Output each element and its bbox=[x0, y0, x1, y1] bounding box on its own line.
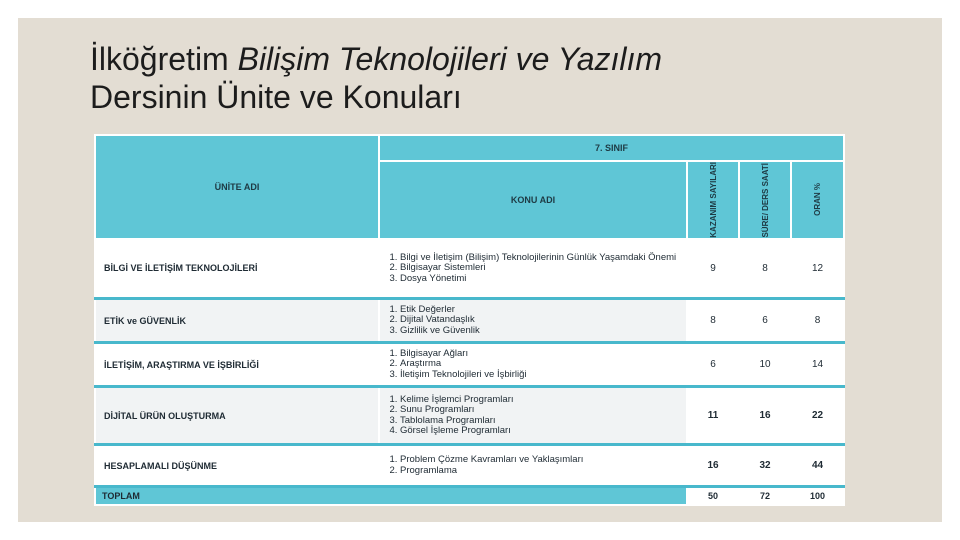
header-oran: ORAN % bbox=[791, 161, 844, 239]
total-oran: 100 bbox=[791, 487, 844, 505]
total-sure: 72 bbox=[739, 487, 791, 505]
header-grade: 7. SINIF bbox=[379, 135, 844, 161]
header-unit: ÜNİTE ADI bbox=[95, 135, 379, 239]
header-topic: KONU ADI bbox=[379, 161, 687, 239]
sure-value: 6 bbox=[739, 299, 791, 343]
kazanim-value: 16 bbox=[687, 445, 739, 487]
table-row bbox=[95, 445, 844, 487]
total-label: TOPLAM bbox=[95, 487, 687, 505]
curriculum-table-image bbox=[94, 134, 845, 501]
oran-value: 44 bbox=[791, 445, 844, 487]
topic-list: 1. Etik Değerler 2. Dijital Vatandaşlık 3. Gizlilik ve Güvenlik bbox=[379, 299, 687, 343]
unit-name: ETİK ve GÜVENLİK bbox=[95, 299, 379, 343]
topic-list: 1. Bilgi ve İletişim (Bilişim) Teknolojilerinin Günlük Yaşamdaki Önemi 2. Bilgisayar Sistemleri 3. Dosya Yönetimi bbox=[379, 239, 687, 299]
oran-value: 8 bbox=[791, 299, 844, 343]
unit-name: DİJİTAL ÜRÜN OLUŞTURMA bbox=[95, 387, 379, 445]
oran-value: 22 bbox=[791, 387, 844, 445]
topic-list: 1. Bilgisayar Ağları 2. Araştırma 3. İletişim Teknolojileri ve İşbirliği bbox=[379, 343, 687, 387]
title-line1-plain: İlköğretim bbox=[90, 41, 238, 77]
curriculum-table bbox=[94, 134, 845, 506]
header-sure: SÜRE/ DERS SAATİ bbox=[739, 161, 791, 239]
kazanim-value: 8 bbox=[687, 299, 739, 343]
kazanim-value: 11 bbox=[687, 387, 739, 445]
slide bbox=[18, 18, 942, 522]
sure-value: 32 bbox=[739, 445, 791, 487]
unit-name: İLETİŞİM, ARAŞTIRMA VE İŞBİRLİĞİ bbox=[95, 343, 379, 387]
sure-value: 16 bbox=[739, 387, 791, 445]
oran-value: 12 bbox=[791, 239, 844, 299]
topic-list: 1. Problem Çözme Kavramları ve Yaklaşımları 2. Programlama bbox=[379, 445, 687, 487]
topic-list: 1. Kelime İşlemci Programları 2. Sunu Programları 3. Tablolama Programları 4. Görsel İşleme Programları bbox=[379, 387, 687, 445]
kazanim-value: 6 bbox=[687, 343, 739, 387]
oran-value: 14 bbox=[791, 343, 844, 387]
slide-title bbox=[90, 40, 890, 116]
title-line2: Dersinin Ünite ve Konuları bbox=[90, 79, 462, 115]
table-row bbox=[95, 239, 844, 299]
total-row bbox=[95, 487, 844, 505]
table-row bbox=[95, 299, 844, 343]
kazanim-value: 9 bbox=[687, 239, 739, 299]
header-kazanim: KAZANIM SAYILARI bbox=[687, 161, 739, 239]
total-kazanim: 50 bbox=[687, 487, 739, 505]
table-row bbox=[95, 387, 844, 445]
unit-name: HESAPLAMALI DÜŞÜNME bbox=[95, 445, 379, 487]
unit-name: BİLGİ VE İLETİŞİM TEKNOLOJİLERİ bbox=[95, 239, 379, 299]
sure-value: 10 bbox=[739, 343, 791, 387]
title-line1-italic: Bilişim Teknolojileri ve Yazılım bbox=[237, 41, 663, 77]
sure-value: 8 bbox=[739, 239, 791, 299]
table-row bbox=[95, 343, 844, 387]
